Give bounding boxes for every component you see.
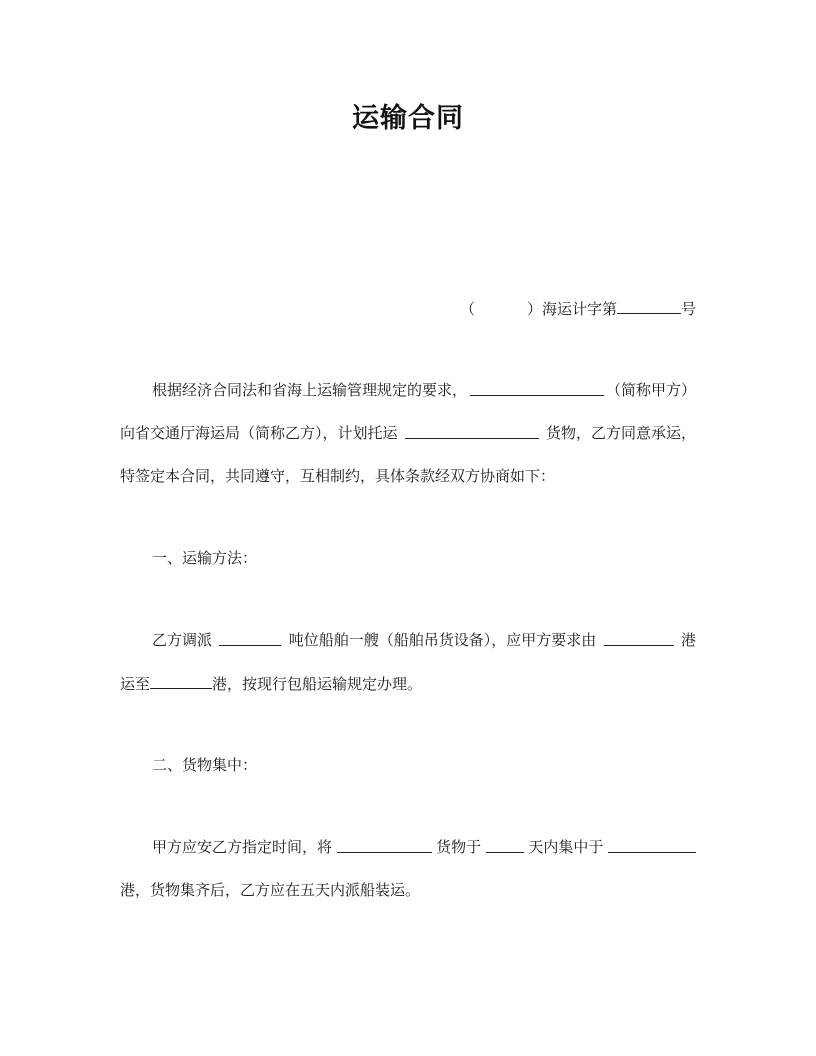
- destination-port-blank: [150, 673, 212, 689]
- number-suffix: 号: [680, 300, 696, 318]
- number-prefix: ）海运计字第: [526, 300, 617, 318]
- intro-line-1: [152, 380, 696, 400]
- contract-number-line: [120, 298, 696, 319]
- section-1-heading: 一、运输方法：: [152, 549, 258, 567]
- intro-text-1b: （简称甲方）: [605, 381, 696, 399]
- section-2-text-1c: 天内集中于: [528, 838, 604, 856]
- gathering-port-blank: [608, 837, 696, 853]
- tonnage-blank: [219, 630, 281, 646]
- section-2-text-1a: 甲方应安乙方指定时间，将: [152, 838, 333, 856]
- section-1-text-2b: 港，按现行包船运输规定办理。: [212, 675, 423, 693]
- goods-blank: [405, 423, 539, 439]
- number-open-paren: （: [459, 300, 475, 318]
- origin-port-blank: [604, 630, 674, 646]
- section-1-line-2: [120, 673, 696, 694]
- intro-line-2: [120, 423, 696, 443]
- intro-text-2b: 货物，乙方同意承运，: [545, 424, 696, 442]
- section-1-text-1b: 吨位船舶一艘（船舶吊货设备），应甲方要求由: [288, 631, 597, 649]
- section-1-line-1: [152, 630, 696, 650]
- intro-text-2a: 向省交通厅海运局（简称乙方），计划托运: [120, 424, 398, 442]
- section-2-line-2: 港，货物集齐后，乙方应在五天内派船装运。: [120, 881, 421, 899]
- cargo-blank: [337, 837, 432, 853]
- party-a-blank: [470, 380, 604, 396]
- section-1-text-2a: 运至: [120, 675, 151, 693]
- days-blank: [486, 837, 524, 853]
- section-2-text-1b: 货物于: [436, 838, 482, 856]
- section-1-text-1a: 乙方调派: [152, 631, 213, 649]
- section-2-heading: 二、货物集中：: [152, 756, 258, 774]
- intro-line-3: 特签定本合同，共同遵守，互相制约，具体条款经双方协商如下：: [120, 467, 556, 485]
- section-2-line-1: [152, 837, 696, 857]
- document-title: 运输合同: [352, 103, 464, 134]
- intro-text-1a: 根据经济合同法和省海上运输管理规定的要求，: [152, 381, 468, 399]
- number-blank: [617, 298, 681, 314]
- section-1-text-1c: 港: [680, 631, 696, 649]
